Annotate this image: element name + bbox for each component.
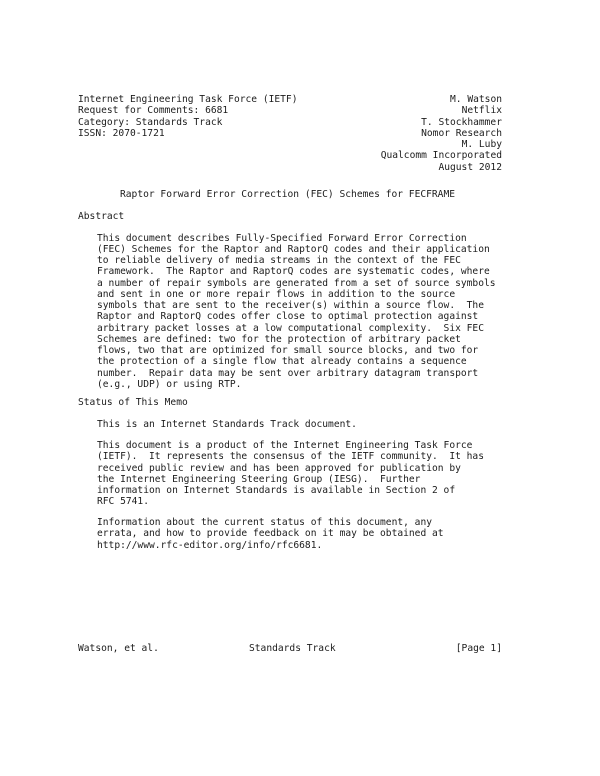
header-date: August 2012	[438, 161, 502, 173]
abstract-line: the protection of a single flow that already contains a sequence	[97, 356, 467, 368]
header-affiliation: Netflix	[461, 105, 502, 117]
footer-authors: Watson, et al.	[78, 643, 159, 654]
header-author: M. Luby	[461, 139, 502, 150]
footer-page-number: [Page 1]	[455, 643, 502, 654]
header-category: Category: Standards Track	[78, 116, 223, 128]
header-author: M. Watson	[450, 94, 502, 105]
status-line: errata, and how to provide feedback on it may be obtained at	[97, 528, 444, 540]
header-issn: ISSN: 2070-1721	[78, 127, 165, 139]
abstract-line: a number of repair symbols are generated from a set of source symbols	[97, 277, 496, 289]
footer-category: Standards Track	[249, 643, 336, 654]
document-title: Raptor Forward Error Correction (FEC) Schemes for FECFRAME	[120, 189, 456, 200]
status-line: This document is a product of the Internet Engineering Task Force	[97, 440, 473, 451]
abstract-heading: Abstract	[78, 210, 125, 222]
status-heading: Status of This Memo	[78, 397, 188, 408]
status-line: received public review and has been approved for publication by	[97, 462, 461, 474]
abstract-line: number. Repair data may be sent over arbitrary datagram transport	[97, 367, 479, 379]
header-affiliation: Qualcomm Incorporated	[380, 150, 502, 162]
abstract-line: symbols that are sent to the receiver(s) within a source flow. The	[97, 300, 484, 311]
abstract-line: arbitrary packet losses at a low computational complexity. Six FEC	[97, 322, 484, 334]
status-line: the Internet Engineering Steering Group (IESG). Further	[97, 473, 421, 485]
abstract-line: (FEC) Schemes for the Raptor and RaptorQ codes and their application	[97, 243, 490, 255]
status-line: RFC 5741.	[97, 496, 149, 508]
abstract-line: to reliable delivery of media streams in the context of the FEC	[97, 255, 461, 266]
status-line: This is an Internet Standards Track document.	[97, 418, 357, 430]
abstract-line: Schemes are defined: two for the protection of arbitrary packet	[97, 333, 461, 345]
header-organization: Internet Engineering Task Force (IETF)	[78, 94, 298, 105]
abstract-line: Raptor and RaptorQ codes offer close to optimal protection against	[97, 311, 479, 323]
status-line: (IETF). It represents the consensus of the IETF community. It has	[97, 451, 484, 463]
status-line: Information about the current status of this document, any	[97, 517, 433, 528]
status-line: information on Internet Standards is available in Section 2 of	[97, 485, 456, 496]
status-url-line: http://www.rfc-editor.org/info/rfc6681.	[97, 539, 323, 551]
abstract-line: (e.g., UDP) or using RTP.	[97, 378, 242, 390]
abstract-line: and sent in one or more repair flows in addition to the source	[97, 288, 456, 300]
header-rfc-number: Request for Comments: 6681	[78, 105, 229, 117]
abstract-line: This document describes Fully-Specified Forward Error Correction	[97, 232, 467, 244]
header-author: T. Stockhammer	[421, 116, 502, 128]
abstract-line: flows, two that are optimized for small source blocks, and two for	[97, 345, 479, 356]
abstract-line: Framework. The Raptor and RaptorQ codes are systematic codes, where	[97, 266, 490, 278]
header-affiliation: Nomor Research	[421, 127, 502, 139]
